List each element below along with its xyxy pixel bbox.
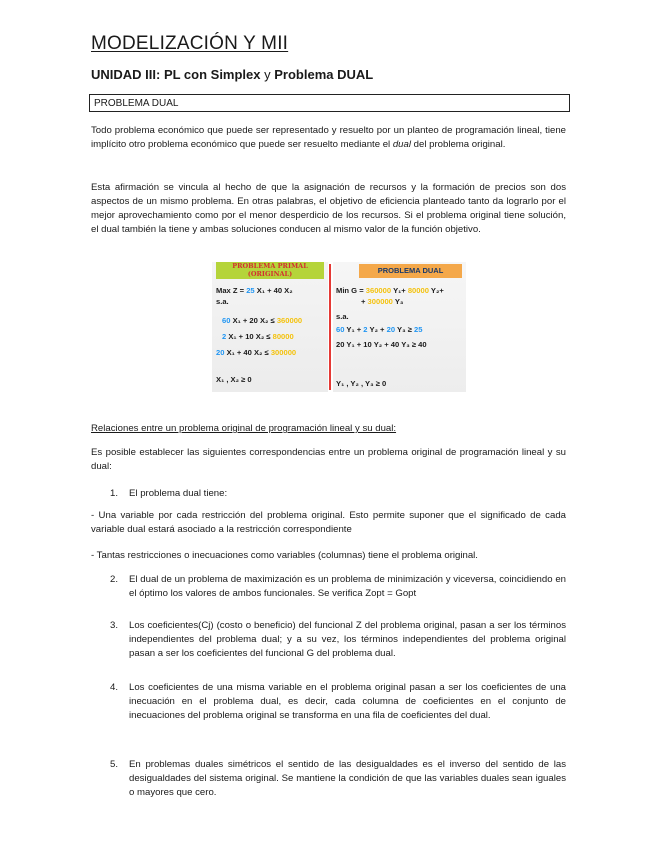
list-text: El problema dual tiene: [129,488,228,499]
document-title: MODELIZACIÓN Y MII [91,33,289,54]
dual-restriction-1: 60 Y₁ + 2 Y₂ + 20 Y₃ ≥ 25 [336,325,423,334]
intro-1-italic: dual [392,139,411,150]
subtitle-end: Problema DUAL [274,67,374,82]
intro-1-text-b: del problema original. [410,139,506,150]
section-heading-box: PROBLEMA DUAL [89,94,570,112]
list-text: El dual de un problema de maximización es un problema de minimización y viceversa, coincidiendo en el óptimo los valores de ambos funcionales. Se verifica Zopt = Gopt [129,574,566,599]
subtitle-sep: y [260,67,275,82]
list-number: 3. [110,620,119,631]
intro-paragraph-2: Esta afirmación se vincula al hecho de que la asignación de recursos y la formación de precios son dos aspectos de un mismo problema. En otras palabras, el objetivo de eficiencia planteado tanto da lograrlo por el mejor aprovechamiento como por el menor desperdicio de los recursos. Si el problema original tiene solución, el dual también la tiene y ambas soluciones conducen al mismo valor de la función objetivo. [91,182,566,235]
relations-intro: Es posible establecer las siguientes correspondencias entre un problema original de programación lineal y su dual: [91,447,566,472]
primal-dual-figure [212,262,466,392]
dual-restriction-2: 20 Y₁ + 10 Y₂ + 40 Y₃ ≥ 40 [336,340,427,349]
list-item-5 [110,758,566,800]
list-text: En problemas duales simétricos el sentido de las desigualdades es el inverso del sentido de las desigualdades del sistema original. Se mantiene la condición de que las variables duales sean iguales o mayores que cero. [129,759,566,798]
list-number: 5. [110,759,119,770]
bullet-1: - Una variable por cada restricción del problema original. Esto permite suponer que el significado de cada variable dual estará asociado a la restricción correspondiente [91,510,566,535]
list-item-2 [110,573,566,601]
list-number: 4. [110,682,119,693]
list-item-1 [110,487,566,501]
dual-header: PROBLEMA DUAL [359,264,462,278]
primal-header: PROBLEMA PRIMAL (ORIGINAL) [216,262,324,279]
dual-sa: s.a. [336,312,349,321]
relations-heading: Relaciones entre un problema original de programación lineal y su dual: [91,423,397,434]
primal-nonnegativity: X₁ , X₂ ≥ 0 [216,375,252,384]
primal-sa: s.a. [216,297,229,306]
primal-panel [212,262,328,392]
dual-nonnegativity: Y₁ , Y₂ , Y₃ ≥ 0 [336,379,387,388]
list-item-3 [110,619,566,661]
primal-restriction-2: 2 X₁ + 10 X₂ ≤ 80000 [222,332,294,341]
intro-paragraph-1 [91,124,566,152]
list-text: Los coeficientes de una misma variable en el problema original pasan a ser los coeficientes de una inecuación en el problema dual, es decir, cada columna de coeficientes en el conjunto de inecuaciones del problema original se transforma en una fila de coeficientes del dual. [129,682,566,721]
dual-objective-line2: + 300000 Y₃ [361,297,404,306]
dual-objective: Min G = 360000 Y₁+ 80000 Y₂+ [336,286,444,295]
primal-restriction-1: 60 X₁ + 20 X₂ ≤ 360000 [222,316,303,325]
figure-divider [329,264,331,390]
unit-subtitle [91,67,373,82]
subtitle-main: UNIDAD III: PL con Simplex [91,67,261,82]
list-text: Los coeficientes(Cj) (costo o beneficio) del funcional Z del problema original, pasan a ser los términos independientes del problema dual; y a su vez, los términos independientes del problema original pasan a ser los coeficientes del funcional G del problema dual. [129,620,566,659]
intro-1-text-a: Todo problema económico que puede ser representado y resuelto por un planteo de programación lineal, tiene implícito otro problema económico que puede ser resuelto mediante el [91,125,566,150]
primal-restriction-3: 20 X₁ + 40 X₂ ≤ 300000 [216,348,297,357]
list-item-4 [110,681,566,737]
list-number: 1. [110,488,119,499]
list-number: 2. [110,574,119,585]
bullet-2: - Tantas restricciones o inecuaciones como variables (columnas) tiene el problema original. [91,550,478,561]
primal-objective: Max Z = 25 X₁ + 40 X₂ [216,286,293,295]
dual-panel [333,262,466,392]
